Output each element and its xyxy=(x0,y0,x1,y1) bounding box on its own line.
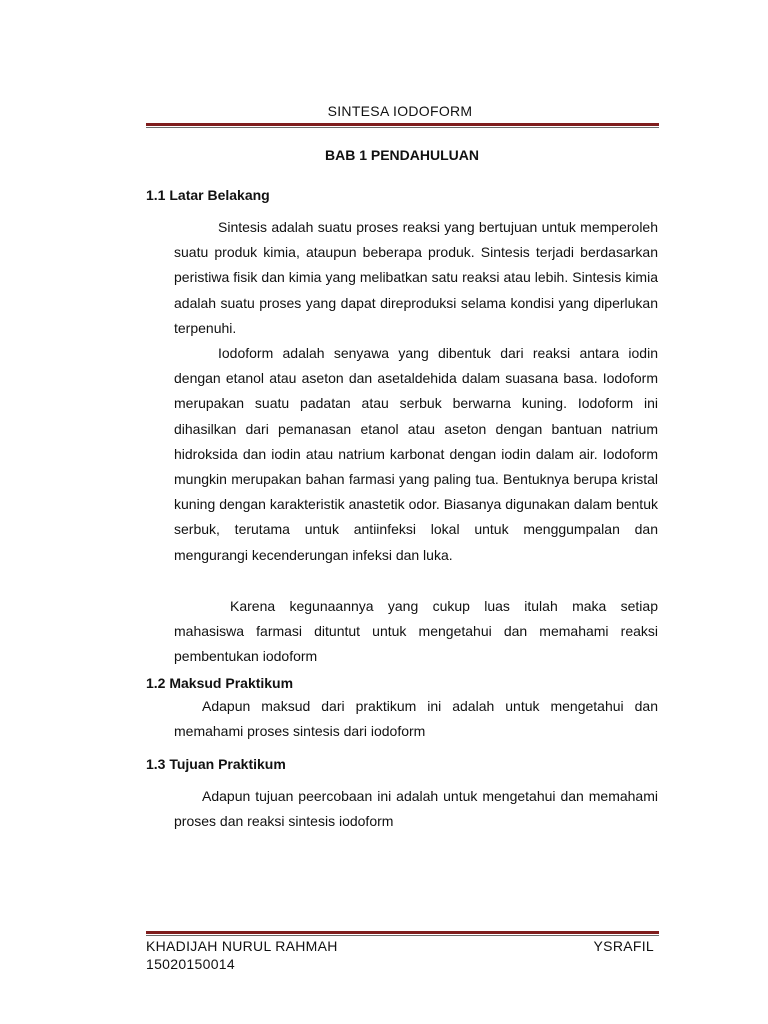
footer-student-id: 15020150014 xyxy=(146,956,235,972)
header-title: SINTESA IODOFORM xyxy=(327,103,473,119)
footer-right-text: YSRAFIL xyxy=(593,938,654,954)
footer-author-name: KHADIJAH NURUL RAHMAH xyxy=(146,938,338,954)
section-heading-latar-belakang: 1.1 Latar Belakang xyxy=(146,187,270,203)
paragraph-maksud: Adapun maksud dari praktikum ini adalah untuk mengetahui dan memahami proses sintesis dari iodoform xyxy=(174,698,658,740)
paragraph-iodoform: Iodoform adalah senyawa yang dibentuk dari reaksi antara iodin dengan etanol atau aseton dan asetaldehida dalam suasana basa. Iodoform merupakan suatu padatan atau serbuk berwarna kuning. Iodoform ini dihasilkan dari pemanasan etanol atau aseton dengan bantuan natrium hidroksida dan iodin atau natrium karbonat dengan iodin dalam air. Iodoform mungkin merupakan bahan farmasi yang paling tua. Bentuknya berupa kristal kuning dengan karakteristik anastetik odor. Biasanya digunakan dalam bentuk serbuk, terutama untuk antiinfeksi lokal untuk menggumpalan dan mengurangi kecenderungan infeksi dan luka. xyxy=(174,345,658,563)
paragraph-kegunaan: Karena kegunaannya yang cukup luas itulah maka setiap mahasiswa farmasi dituntut untuk mengetahui dan memahami reaksi pembentukan iodoform xyxy=(174,598,658,665)
footer-rule xyxy=(146,931,659,936)
header-rule xyxy=(146,123,659,128)
paragraph-sintesis: Sintesis adalah suatu proses reaksi yang bertujuan untuk memperoleh suatu produk kimia, ataupun beberapa produk. Sintesis terjadi berdasarkan peristiwa fisik dan kimia yang melibatkan satu reaksi atau lebih. Sintesis kimia adalah suatu proses yang dapat direproduksi selama kondisi yang diperlukan terpenuhi. xyxy=(174,219,658,336)
section-heading-tujuan-praktikum: 1.3 Tujuan Praktikum xyxy=(146,756,286,772)
paragraph-tujuan: Adapun tujuan peercobaan ini adalah untuk mengetahui dan memahami proses dan reaksi sintesis iodoform xyxy=(174,788,658,830)
section-heading-maksud-praktikum: 1.2 Maksud Praktikum xyxy=(146,675,294,691)
chapter-title: BAB 1 PENDAHULUAN xyxy=(324,147,479,163)
